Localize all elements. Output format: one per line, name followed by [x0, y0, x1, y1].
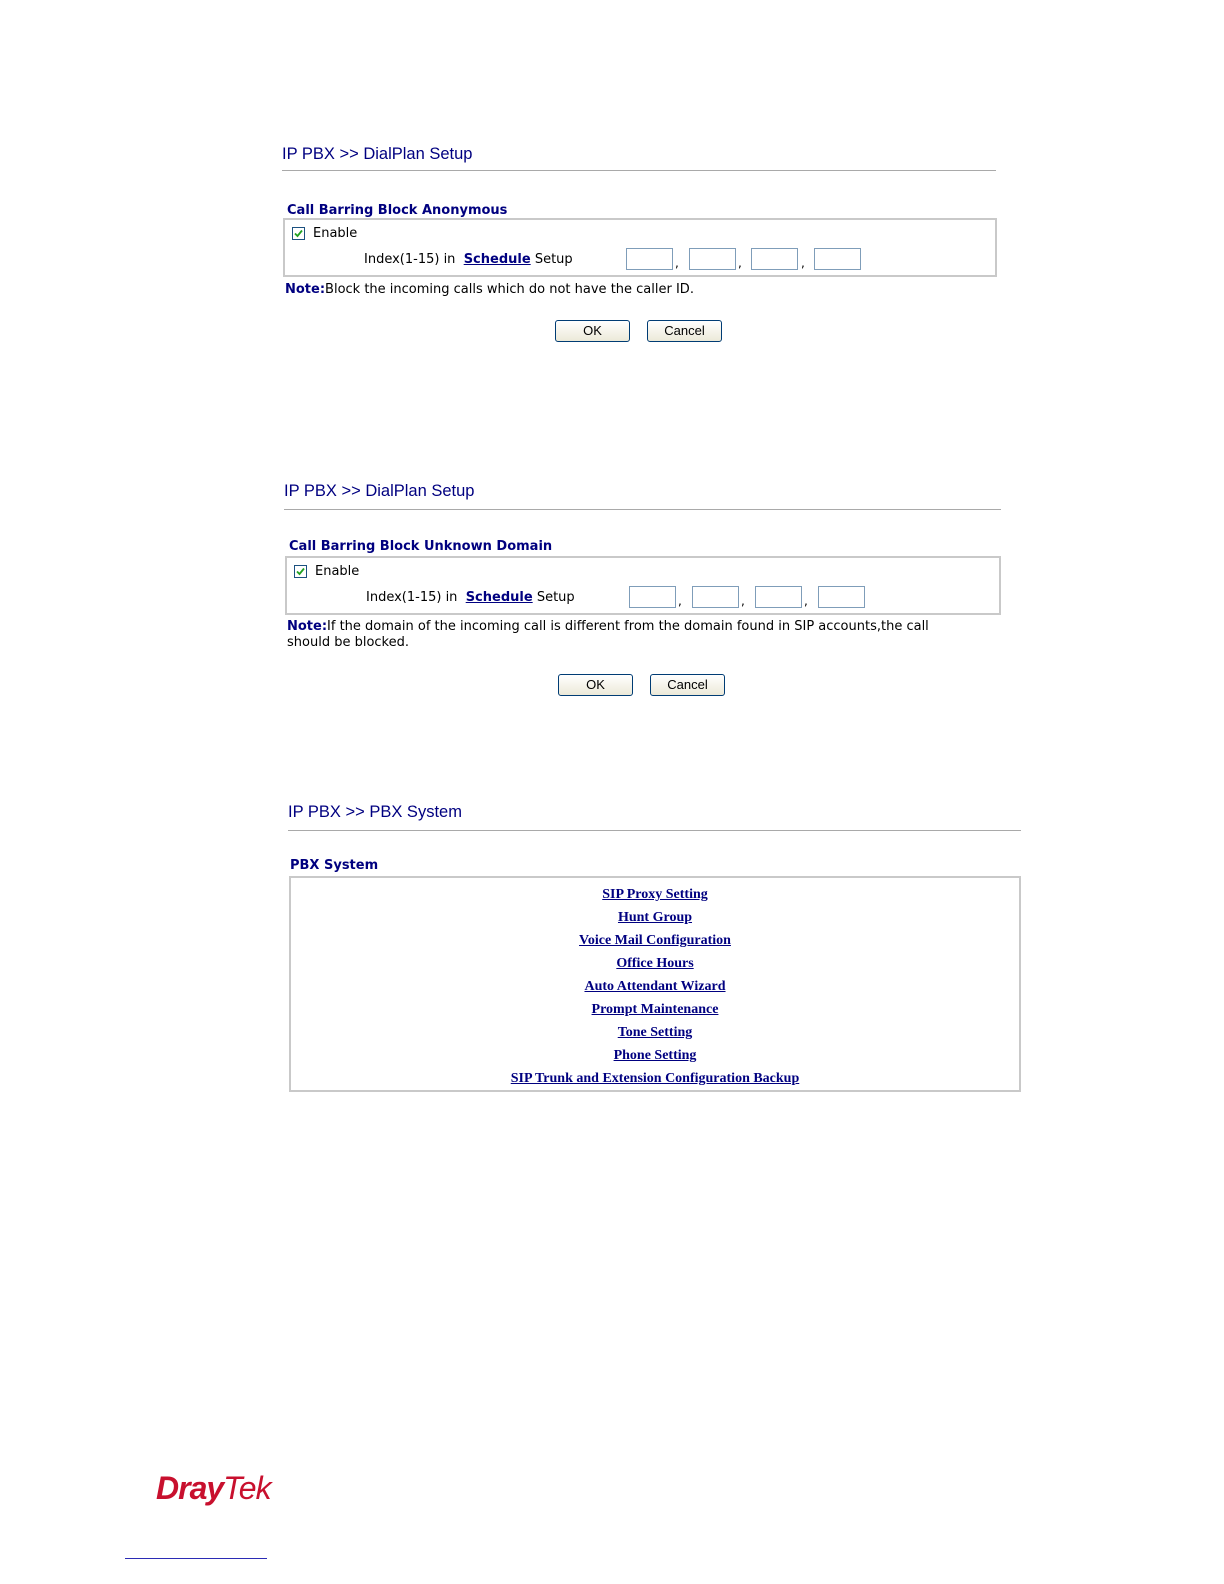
index-row — [364, 252, 573, 267]
check-icon — [294, 229, 303, 238]
schedule-index-input-1[interactable] — [626, 248, 673, 270]
logo-text-tek: Tek — [223, 1470, 271, 1506]
schedule-link[interactable]: Schedule — [465, 590, 533, 605]
setup-label: Setup — [534, 252, 573, 267]
enable-label: Enable — [313, 226, 358, 241]
prompt-maintenance-link[interactable]: Prompt Maintenance — [591, 1002, 719, 1017]
tone-setting-link[interactable]: Tone Setting — [617, 1025, 693, 1040]
title-divider — [288, 830, 1021, 831]
enable-label: Enable — [315, 564, 360, 579]
note-body-line1: If the domain of the incoming call is different from the domain found in SIP accounts,the call — [327, 619, 929, 634]
sip-trunk-extension-backup-link[interactable]: SIP Trunk and Extension Configuration Backup — [510, 1071, 800, 1086]
title-divider — [284, 509, 1001, 510]
draytek-logo — [156, 1468, 291, 1508]
index-row — [366, 590, 575, 605]
note-text — [285, 282, 694, 298]
index-label: Index(1-15) in — [366, 590, 458, 605]
schedule-link[interactable]: Schedule — [463, 252, 531, 267]
schedule-index-input-1[interactable] — [629, 586, 676, 608]
section-title: Call Barring Block Unknown Domain — [289, 539, 553, 554]
comma-separator: , — [741, 594, 745, 608]
pbx-system-panel — [288, 803, 1021, 1095]
cancel-button[interactable]: Cancel — [647, 320, 722, 342]
pbx-system-box — [289, 876, 1021, 1092]
schedule-index-input-4[interactable] — [818, 586, 865, 608]
schedule-index-input-4[interactable] — [814, 248, 861, 270]
enable-checkbox[interactable] — [292, 227, 305, 240]
schedule-index-input-2[interactable] — [692, 586, 739, 608]
index-label: Index(1-15) in — [364, 252, 456, 267]
logo-text-dray: Dray — [156, 1470, 224, 1506]
note-body-line2: should be blocked. — [287, 635, 409, 650]
hunt-group-link[interactable]: Hunt Group — [617, 910, 693, 925]
page-title: IP PBX >> DialPlan Setup — [284, 482, 475, 500]
page-title: IP PBX >> PBX System — [288, 803, 462, 821]
ok-button[interactable]: OK — [555, 320, 630, 342]
comma-separator: , — [678, 594, 682, 608]
footer-divider — [125, 1558, 267, 1559]
setup-label: Setup — [536, 590, 575, 605]
schedule-index-input-3[interactable] — [755, 586, 802, 608]
office-hours-link[interactable]: Office Hours — [616, 956, 694, 971]
auto-attendant-wizard-link[interactable]: Auto Attendant Wizard — [584, 979, 726, 994]
section-title: Call Barring Block Anonymous — [287, 203, 508, 218]
phone-setting-link[interactable]: Phone Setting — [613, 1048, 697, 1063]
page-title: IP PBX >> DialPlan Setup — [282, 145, 473, 163]
note-body: Block the incoming calls which do not have the caller ID. — [325, 282, 694, 297]
cancel-button[interactable]: Cancel — [650, 674, 725, 696]
note-label: Note: — [287, 619, 328, 634]
sip-proxy-setting-link[interactable]: SIP Proxy Setting — [602, 887, 708, 902]
comma-separator: , — [804, 594, 808, 608]
title-divider — [282, 170, 996, 171]
settings-box — [283, 218, 997, 277]
ok-button[interactable]: OK — [558, 674, 633, 696]
check-icon — [296, 567, 305, 576]
dialplan-anonymous-panel — [282, 145, 996, 345]
note-label: Note: — [285, 282, 326, 297]
note-text — [287, 619, 987, 651]
pbx-link-list — [291, 883, 1019, 1090]
schedule-index-input-2[interactable] — [689, 248, 736, 270]
dialplan-unknown-domain-panel — [284, 482, 1001, 702]
schedule-index-input-3[interactable] — [751, 248, 798, 270]
voice-mail-configuration-link[interactable]: Voice Mail Configuration — [579, 933, 731, 948]
comma-separator: , — [675, 256, 679, 270]
settings-box — [285, 556, 1001, 615]
comma-separator: , — [738, 256, 742, 270]
enable-checkbox[interactable] — [294, 565, 307, 578]
comma-separator: , — [801, 256, 805, 270]
section-title: PBX System — [290, 858, 379, 873]
